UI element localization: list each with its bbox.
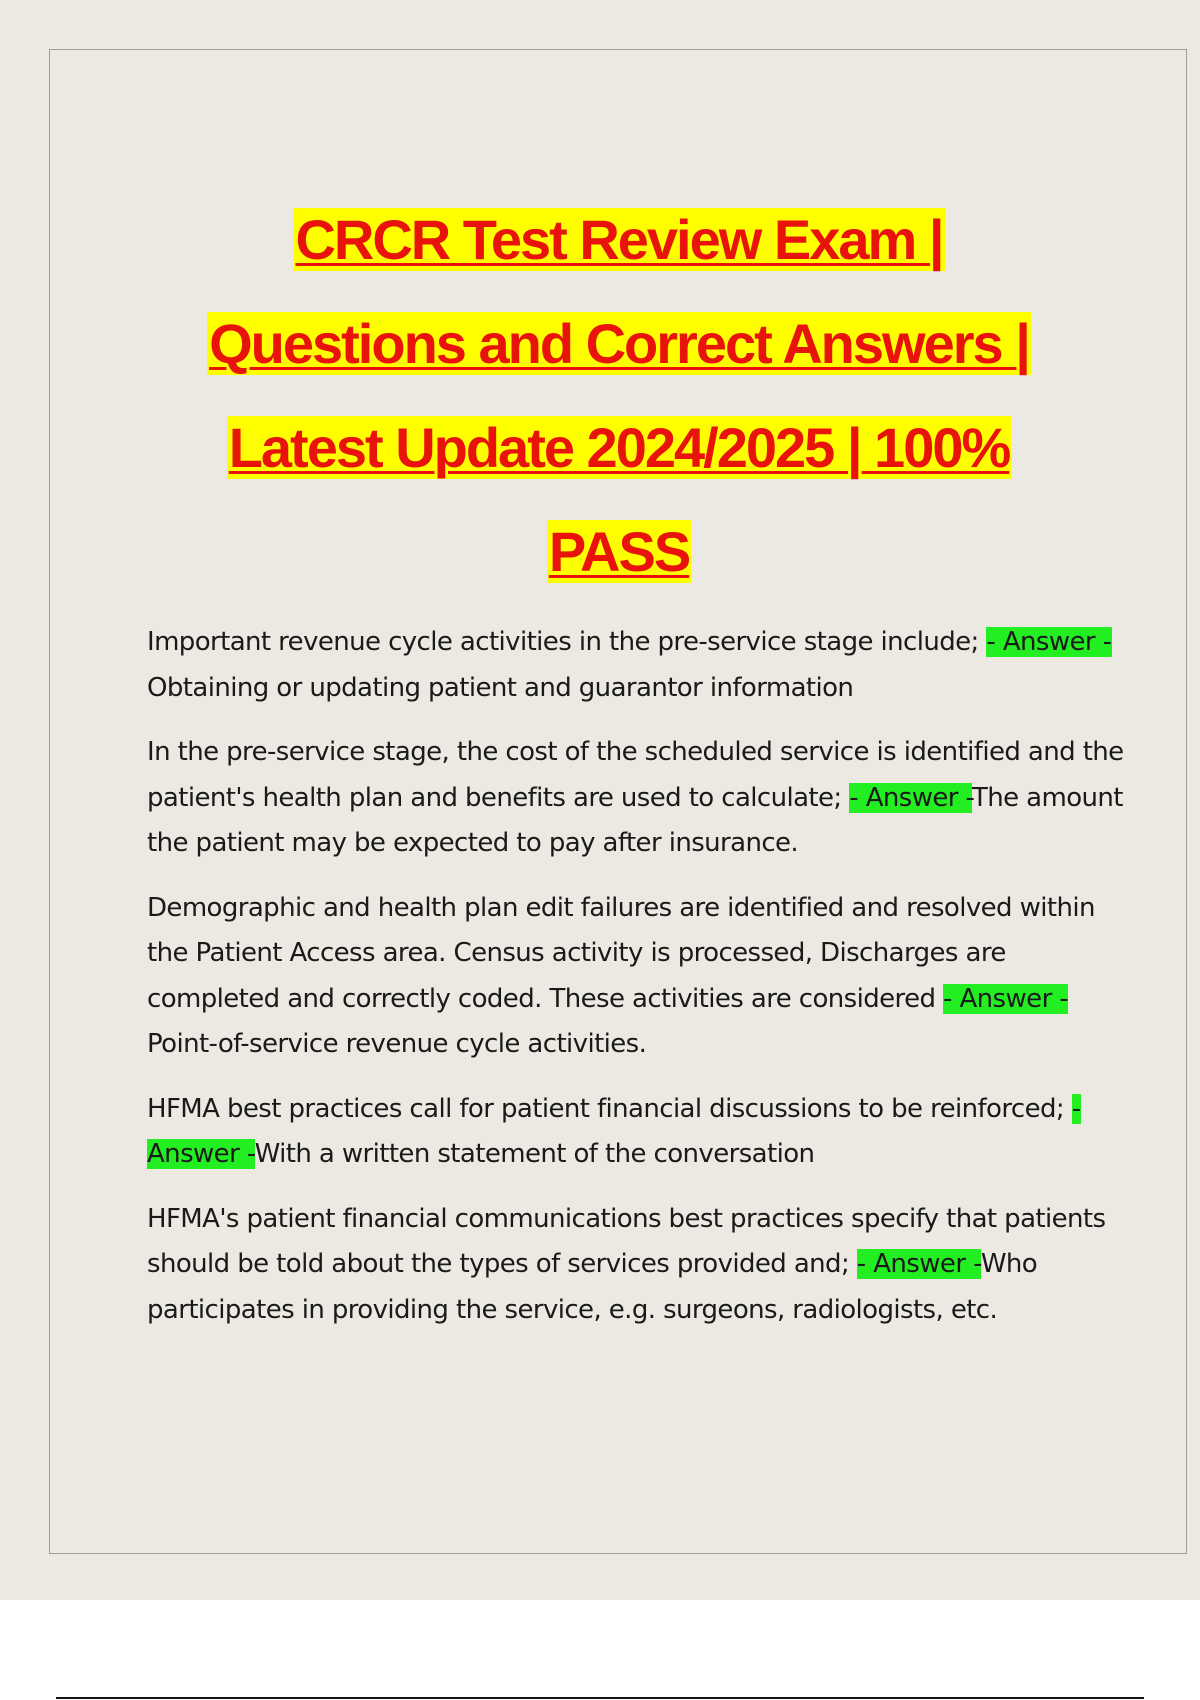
qa-item bbox=[147, 1197, 1137, 1334]
qa-item bbox=[147, 730, 1137, 867]
page-border bbox=[49, 49, 1187, 1554]
answer-marker: - Answer - bbox=[856, 1249, 981, 1279]
question-text: Important revenue cycle activities in the pre-service stage include; bbox=[147, 627, 979, 657]
title-line bbox=[50, 396, 1188, 500]
answer-marker: - Answer - bbox=[849, 782, 972, 813]
question-text: Demographic and health plan edit failures are identified and resolved within the Patient Access area. Census activity is processed, Discharges are completed and correctly coded. These activities are considered bbox=[147, 892, 1095, 1014]
title-line-text: CRCR Test Review Exam | bbox=[295, 208, 943, 271]
title-line bbox=[50, 188, 1188, 292]
qa-list bbox=[147, 620, 1137, 1352]
answer-marker: - Answer - bbox=[147, 1093, 1081, 1169]
question-text: In the pre-service stage, the cost of the scheduled service is identified and the patient's health plan and benefits are used to calculate; bbox=[147, 737, 1124, 813]
title-line bbox=[50, 500, 1188, 604]
answer-text: The amount the patient may be expected to pay after insurance. bbox=[147, 782, 1123, 858]
answer-text: With a written statement of the conversation bbox=[254, 1139, 815, 1169]
answer-marker: - Answer - bbox=[943, 983, 1069, 1014]
answer-marker: - Answer - bbox=[986, 627, 1113, 657]
answer-text: Point-of-service revenue cycle activities. bbox=[147, 1029, 647, 1059]
qa-item bbox=[147, 1087, 1137, 1178]
question-text: HFMA's patient financial communications best practices specify that patients should be told about the types of services provided and; bbox=[147, 1203, 1106, 1279]
document-title bbox=[50, 188, 1188, 604]
answer-text: Obtaining or updating patient and guarantor information bbox=[147, 672, 854, 703]
qa-item bbox=[147, 620, 1137, 711]
qa-item bbox=[147, 886, 1137, 1068]
answer-text: Who participates in providing the service, e.g. surgeons, radiologists, etc. bbox=[147, 1249, 1038, 1325]
title-line-text: PASS bbox=[548, 520, 690, 583]
title-line-text: Latest Update 2024/2025 | 100% bbox=[228, 416, 1010, 479]
title-line-text: Questions and Correct Answers | bbox=[209, 312, 1029, 375]
question-text: HFMA best practices call for patient financial discussions to be reinforced; bbox=[147, 1093, 1065, 1124]
bottom-divider bbox=[56, 1697, 1144, 1699]
title-line bbox=[50, 292, 1188, 396]
